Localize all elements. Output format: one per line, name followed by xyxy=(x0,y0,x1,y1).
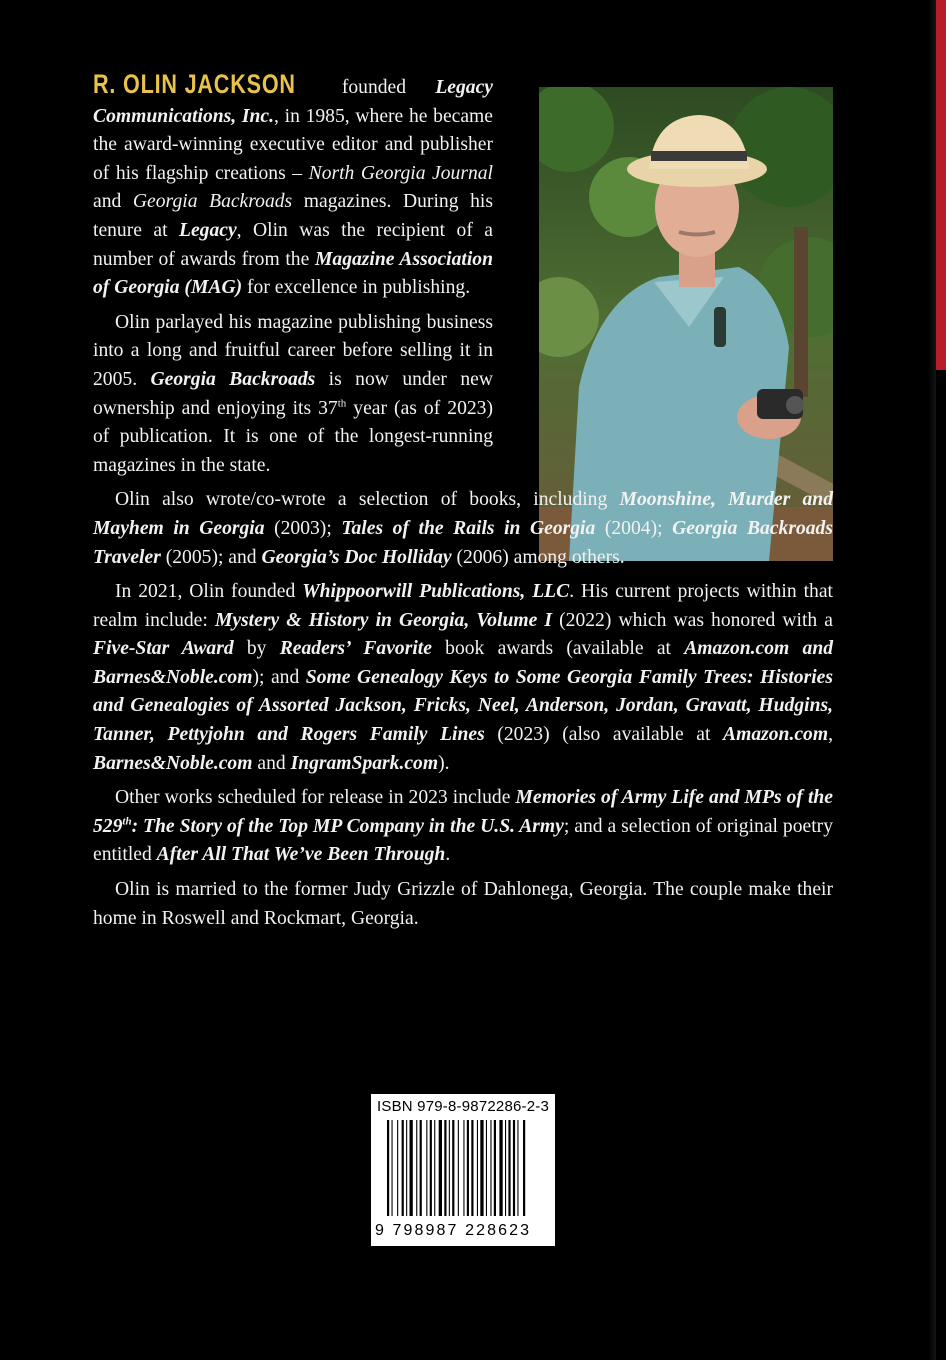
company-name: Legacy xyxy=(178,219,237,241)
book-title: Georgia Backroads Traveler xyxy=(93,517,833,568)
barcode-bar xyxy=(406,1120,407,1216)
bio-text: year (as of 2023) of publication. It is one of the longest-running magazines in the state. xyxy=(93,397,493,476)
bio-text: ); and xyxy=(252,666,306,688)
barcode-bar xyxy=(477,1120,478,1216)
bio-text: (2022) which was honored with a xyxy=(552,609,833,631)
barcode-bar xyxy=(444,1120,446,1216)
book-title: Georgia’s Doc Holliday xyxy=(261,546,452,568)
barcode-bar xyxy=(387,1120,389,1216)
barcode-bar xyxy=(471,1120,473,1216)
retailer-name: IngramSpark.com xyxy=(290,752,439,774)
organization-name: Magazine Association of Georgia (MAG) xyxy=(93,248,494,299)
book-title: Some Genealogy Keys to Some Georgia Family Trees: Histories and Genealogies of Assorted Jackson, Fricks, Neel, Anderson, Jordan, Gravatt, Hudgins, Tanner, Pettyjohn and Rogers Family Lines xyxy=(93,666,833,746)
spine-shadow xyxy=(928,0,936,1360)
retailer-name: Barnes&Noble.com xyxy=(93,752,253,774)
magazine-title: Georgia Backroads xyxy=(132,191,293,213)
bio-paragraph-3 xyxy=(93,486,833,572)
bio-text: and xyxy=(93,191,133,213)
barcode-bar xyxy=(416,1120,417,1216)
author-name: R. OLIN JACKSON xyxy=(93,69,296,99)
bio-text: ). xyxy=(438,752,450,774)
book-title: Memories of Army Life and MPs of the 529 xyxy=(93,787,833,837)
book-title: : The Story of the Top MP Company in the U.S. Army xyxy=(131,815,564,837)
award-name: Five-Star Award xyxy=(93,638,234,660)
barcode-bar xyxy=(499,1120,502,1216)
barcode-bar xyxy=(420,1120,422,1216)
barcode-bar xyxy=(452,1120,454,1216)
barcode-bar xyxy=(508,1120,510,1216)
barcode-bar xyxy=(494,1120,496,1216)
barcode-bar xyxy=(392,1120,393,1216)
barcode-bar xyxy=(449,1120,450,1216)
barcode-bar xyxy=(505,1120,506,1216)
bio-text: (2005); and xyxy=(160,546,262,568)
poetry-title: After All That We’ve Been Through xyxy=(156,844,446,866)
barcode-bar xyxy=(410,1120,413,1216)
bio-paragraph-4 xyxy=(93,578,833,778)
barcode-digits: 9 798987 228623 xyxy=(375,1222,532,1239)
ordinal-suffix: th xyxy=(337,397,347,409)
bio-text: ; and a selection of original poetry entitled xyxy=(93,815,833,866)
barcode-bar xyxy=(513,1120,515,1216)
book-title: Tales of the Rails in Georgia xyxy=(341,517,596,539)
barcode-bar xyxy=(463,1120,464,1216)
barcode-bar xyxy=(426,1120,427,1216)
barcode-bar xyxy=(490,1120,491,1216)
isbn-label: ISBN 979-8-9872286-2-3 xyxy=(377,1098,550,1115)
barcode-bar xyxy=(434,1120,435,1216)
barcode-bar xyxy=(439,1120,442,1216)
bio-text: . His current projects within that realm include: xyxy=(93,581,833,631)
bio-text: for excellence in publishing. xyxy=(242,277,471,299)
barcode-bar xyxy=(523,1120,525,1216)
barcode-bars xyxy=(371,1118,555,1222)
bio-text: (2003); xyxy=(264,517,342,539)
bio-text: founded xyxy=(312,77,436,98)
company-name: Legacy Communications, Inc. xyxy=(93,77,493,127)
bio-text: and xyxy=(252,752,291,774)
bio-text: Olin also wrote/co-wrote a selection of books, including xyxy=(115,489,620,511)
magazine-title: North Georgia Journal xyxy=(308,162,494,184)
retailer-names: Amazon.com and Barnes&Noble.com xyxy=(93,638,834,688)
author-biography xyxy=(93,70,833,939)
barcode-bar xyxy=(467,1120,469,1216)
retailer-name: Amazon.com xyxy=(723,724,829,746)
bio-text: (2006) among others. xyxy=(451,546,625,568)
bio-text: (2004); xyxy=(595,517,673,539)
bio-text: Olin parlayed his magazine publishing business into a long and fruitful career before selling it in 2005. xyxy=(93,311,493,390)
bio-text: magazines. During his tenure at xyxy=(93,191,493,241)
bio-paragraph-5 xyxy=(93,784,833,870)
barcode-bar xyxy=(517,1120,518,1216)
bio-text: by xyxy=(233,638,280,660)
book-title: Moonshine, Murder and Mayhem in Georgia xyxy=(93,489,833,539)
bio-text: , in 1985, where he became the award-winning executive editor and publisher of his flagship creations – xyxy=(93,105,493,184)
book-title: Mystery & History in Georgia, Volume I xyxy=(214,609,553,631)
bio-text: , xyxy=(828,724,833,746)
bio-text: . xyxy=(445,844,451,866)
barcode-bar xyxy=(430,1120,432,1216)
bio-text: In 2021, Olin founded xyxy=(115,581,303,603)
barcode-bar xyxy=(486,1120,487,1216)
company-name: Whippoorwill Publications, LLC xyxy=(302,581,570,603)
isbn-barcode xyxy=(371,1094,555,1246)
bio-text: , Olin was the recipient of a number of awards from the xyxy=(93,219,493,270)
bio-text: (2023) (also available at xyxy=(484,724,724,746)
barcode-bar xyxy=(480,1120,483,1216)
barcode-bar xyxy=(458,1120,459,1216)
award-organization: Readers’ Favorite xyxy=(279,638,432,660)
bio-paragraph-2 xyxy=(93,309,493,481)
bio-text: Olin is married to the former Judy Grizzle of Dahlonega, Georgia. The couple make their home in Roswell and Rockmart, Georgia. xyxy=(93,879,833,929)
bio-paragraph-1 xyxy=(93,70,493,303)
bio-text: is now under new ownership and enjoying its 37 xyxy=(93,368,493,419)
spine-color-strip xyxy=(936,0,946,370)
barcode-bar xyxy=(397,1120,398,1216)
bio-text: book awards (available at xyxy=(431,638,685,660)
bio-text: Other works scheduled for release in 2023 include xyxy=(115,787,516,809)
ordinal-suffix: th xyxy=(122,815,132,828)
bio-paragraph-6 xyxy=(93,876,833,933)
magazine-title: Georgia Backroads xyxy=(150,368,316,390)
barcode-bar xyxy=(402,1120,404,1216)
